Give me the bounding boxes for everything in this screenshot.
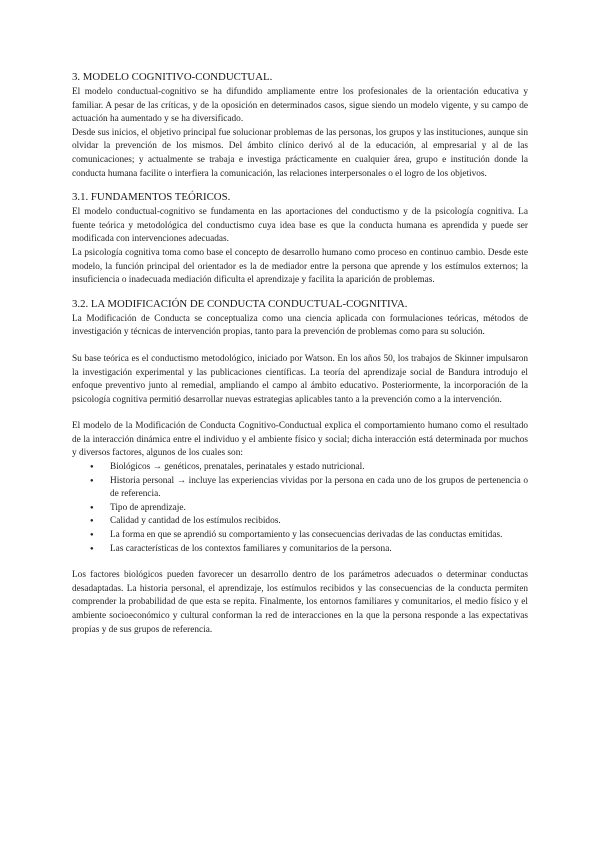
paragraph-gap [72,556,528,569]
section-cognitive-behavioral-model [72,70,528,181]
document-page [72,70,528,646]
list-item: ● La forma en que se aprendió su comportamiento y las consecuencias derivadas de las conductas emitidas. [110,529,528,543]
section-3-2-title: 3.2. LA MODIFICACIÓN DE CONDUCTA CONDUCTUAL-COGNITIVA. [72,297,408,310]
section-3-2-paragraph-4: Los factores biológicos pueden favorecer un desarrollo dentro de los parámetros adecuados o determinar conductas desadaptadas. La historia personal, el aprendizaje, los estímulos recibidos y las consecuencias de la conducta permiten comprender la probabilidad de que esta se repita. Finalmente, los entornos familiares y comunitarios, el medio físico y el ambiente socioeconómico y cultural conforman la red de interacciones en la que la persona responde a las expectativas propias y de sus grupos de referencia. [72,570,528,635]
list-item: ● Las características de los contextos familiares y comunitarios de la persona. [110,543,528,557]
section-theoretical-foundations [72,190,528,288]
section-3-1-title: 3.1. FUNDAMENTOS TEÓRICOS. [72,191,231,204]
paragraph-gap [72,340,528,353]
section-3-title: 3. MODELO COGNITIVO-CONDUCTUAL. [72,71,273,83]
section-behavior-modification [72,297,528,637]
list-item: ● Historia personal → incluye las experiencias vividas por la persona en cada uno de los grupos de pertenencia o de referencia. [110,475,528,502]
paragraph-gap [72,407,528,420]
section-3-paragraph-1: El modelo conductual-cognitivo se ha difundido ampliamente entre los profesionales de la orientación educativa y familiar. A pesar de las críticas, y de la oposición en determinados casos, sigue siendo un modelo vigente, y su campo de actuación ha aumentado y se ha diversificado. [72,87,528,125]
section-3-paragraph-2: Desde sus inicios, el objetivo principal fue solucionar problemas de las personas, los grupos y las instituciones, aunque sin olvidar la prevención de los mismos. Del ámbito clínico derivó al de la educación, al empresarial y al de las comunicaciones; y actualmente se trabaja e investiga prácticamente en cualquier área, grupo e institución donde la conducta humana facilite o interfiera la comunicación, las relaciones interpersonales o el logro de los objetivos. [72,127,528,179]
section-3-1-paragraph-2: La psicología cognitiva toma como base el concepto de desarrollo humano como proceso en continuo cambio. Desde este modelo, la función principal del orientador es la de mediador entre la persona que aprende y los estímulos externos; la insuficiencia o inadecuada mediación dificulta el aprendizaje y facilita la aparición de problemas. [72,247,528,286]
factors-list [72,461,528,556]
section-3-2-paragraph-1: La Modificación de Conducta se conceptualiza como una ciencia aplicada con formulaciones teóricas, métodos de investigación y técnicas de intervención propias, tanto para la prevención de problemas como para su solución. [72,313,528,338]
section-3-2-paragraph-3: El modelo de la Modificación de Conducta Cognitivo-Conductual explica el comportamiento humano como el resultado de la interacción dinámica entre el individuo y el ambiente físico y social; dicha interacción está determinada por muchos y diversos factores, algunos de los cuales son: [72,421,528,459]
section-3-2-paragraph-2: Su base teórica es el conductismo metodológico, iniciado por Watson. En los años 50, los trabajos de Skinner impulsaron la investigación experimental y las publicaciones científicas. La teoría del aprendizaje social de Bandura introdujo el enfoque preventivo junto al remedial, ampliando el campo al ámbito educativo. Posteriormente, la incorporación de la psicología cognitiva permitió desarrollar nuevas estrategias aplicables tanto a la prevención como a la intervención. [72,353,528,405]
list-item: ● Calidad y cantidad de los estímulos recibidos. [110,515,528,529]
list-item: ● Biológicos → genéticos, prenatales, perinatales y estado nutricional. [110,461,528,475]
list-item: ● Tipo de aprendizaje. [110,502,528,516]
section-3-1-paragraph-1: El modelo conductual-cognitivo se fundamenta en las aportaciones del conductismo y de la psicología cognitiva. La fuente teórica y metodológica del conductismo cuya idea base es que la conducta humana es aprendida y puede ser modificada con intervenciones adecuadas. [72,207,528,245]
